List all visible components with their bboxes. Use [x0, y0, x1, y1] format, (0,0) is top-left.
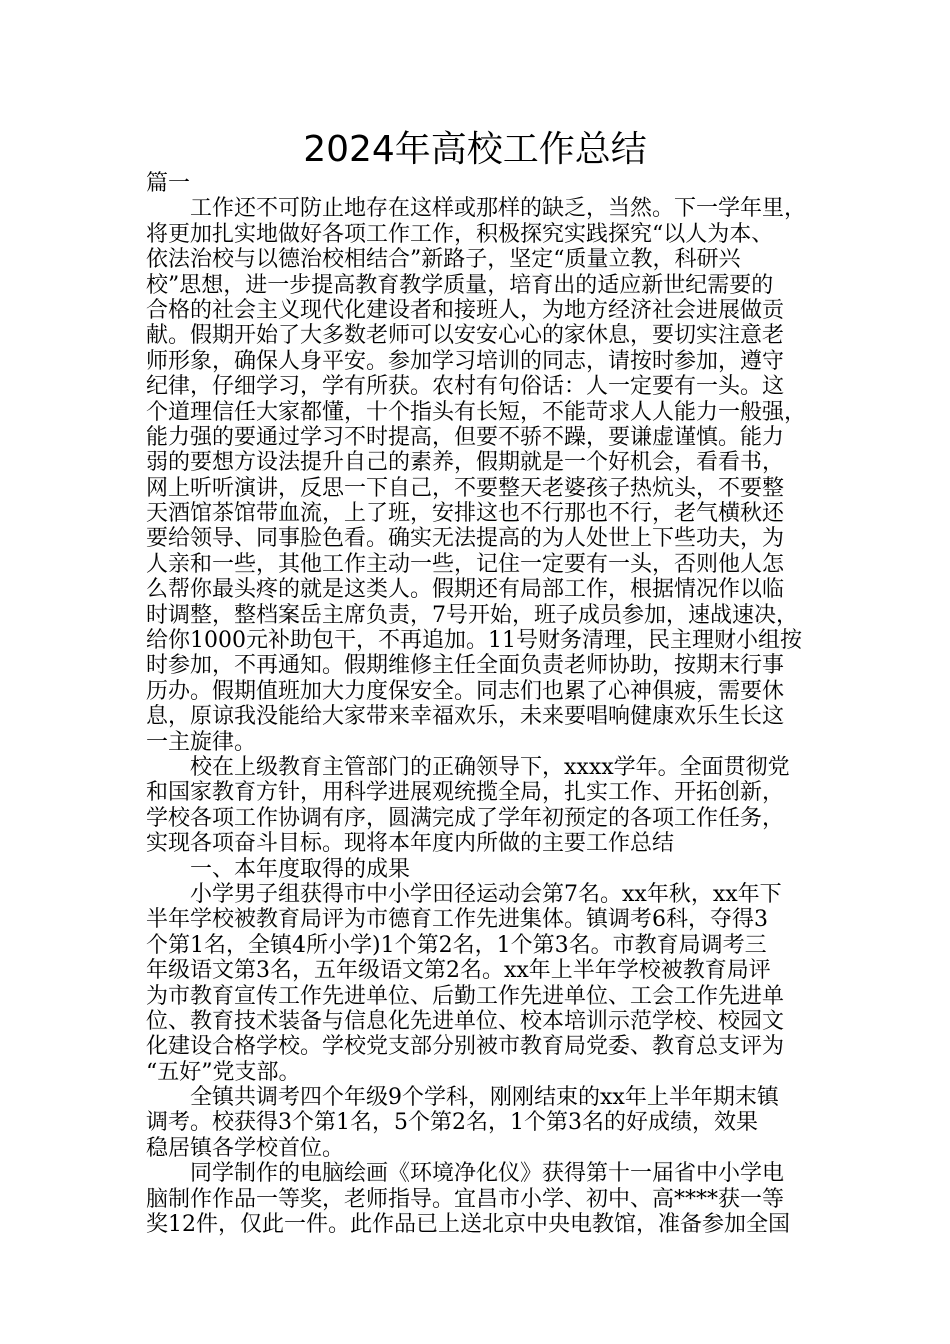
text-line: 个道理信任大家都懂，十个指头有长短，不能苛求人人能力一般强，	[146, 399, 807, 425]
text-line: 篇一	[146, 171, 191, 196]
text-line: 校在上级教育主管部门的正确领导下，xxxx学年。全面贯彻党	[146, 754, 790, 780]
text-line: 给你1000元补助包干，不再追加。11号财务清理，民主理财小组按	[146, 628, 802, 654]
text-line: 时调整，整档案岳主席负责，7号开始，班子成员参加，速战速决，	[146, 602, 798, 628]
text-line: 化建设合格学校。学校党支部分别被市教育局党委、教育总支评为	[146, 1034, 785, 1060]
text-line: 天酒馆茶馆带血流，上了班，安排这也不行那也不行，老气横秋还	[146, 501, 785, 527]
text-line: 为市教育宣传工作先进单位、后勤工作先进单位、工会工作先进单	[146, 983, 785, 1009]
text-line: 网上听听演讲，反思一下自己，不要整天老婆孩子热炕头，不要整	[146, 475, 785, 501]
text-line: 位、教育技术装备与信息化先进单位、校本培训示范学校、校园文	[146, 1008, 785, 1034]
text-line: 同学制作的电脑绘画《环境净化仪》获得第十一届省中小学电	[146, 1161, 785, 1187]
text-line: 实现各项奋斗目标。现将本年度内所做的主要工作总结	[146, 831, 675, 857]
text-line: “五好”党支部。	[146, 1059, 301, 1085]
text-line: 将更加扎实地做好各项工作工作，积极探究实践探究“以人为本、	[146, 221, 774, 247]
text-line: 校”思想，进一步提高教育教学质量，培育出的适应新世纪需要的	[146, 272, 774, 298]
text-line: 人亲和一些，其他工作主动一些，记住一定要有一头，否则他人怎	[146, 551, 785, 577]
text-line: 息，原谅我没能给大家带来幸福欢乐，未来要唱响健康欢乐生长这	[146, 704, 785, 730]
text-line: 调考。校获得3个第1名，5个第2名，1个第3名的好成绩，效果	[146, 1110, 758, 1136]
document-title: 2024年高校工作总结	[303, 129, 647, 170]
text-line: 脑制作作品一等奖，老师指导。宜昌市小学、初中、高****获一等	[146, 1186, 785, 1212]
text-line: 小学男子组获得市中小学田径运动会第7名。xx年秋，xx年下	[146, 881, 782, 907]
text-line: 时参加，不再通知。假期维修主任全面负责老师协助，按期末行事	[146, 653, 785, 679]
text-line: 献。假期开始了大多数老师可以安安心心的家休息，要切实注意老	[146, 323, 785, 349]
text-line: 依法治校与以德治校相结合”新路子，坚定“质量立教，科研兴	[146, 247, 741, 273]
text-line: 奖12件，仅此一件。此作品已上送北京中央电教馆，准备参加全国	[146, 1212, 790, 1238]
text-line: 个第1名，全镇4所小学)1个第2名，1个第3名。市教育局调考三	[146, 932, 767, 958]
text-line: 工作还不可防止地存在这样或那样的缺乏，当然。下一学年里，	[146, 196, 807, 222]
text-line: 年级语文第3名，五年级语文第2名。xx年上半年学校被教育局评	[146, 958, 771, 984]
document-body	[146, 171, 826, 1237]
text-line: 师形象，确保人身平安。参加学习培训的同志，请按时参加，遵守	[146, 348, 785, 374]
text-line: 半年学校被教育局评为市德育工作先进集体。镇调考6科，夺得3	[146, 907, 768, 933]
text-line: 纪律，仔细学习，学有所获。农村有句俗话：人一定要有一头。这	[146, 374, 785, 400]
text-line: 合格的社会主义现代化建设者和接班人，为地方经济社会进展做贡	[146, 297, 785, 323]
text-line: 一、本年度取得的成果	[146, 856, 411, 882]
text-line: 稳居镇各学校首位。	[146, 1135, 345, 1161]
text-line: 一主旋律。	[146, 729, 257, 755]
text-line: 历办。假期值班加大力度保安全。同志们也累了心神俱疲，需要休	[146, 678, 785, 704]
text-line: 要给领导、同事脸色看。确实无法提高的为人处世上下些功夫，为	[146, 526, 785, 552]
text-line: 能力强的要通过学习不时提高，但要不骄不躁，要谦虚谨慎。能力	[146, 424, 785, 450]
text-line: 弱的要想方设法提升自己的素养，假期就是一个好机会，看看书，	[146, 450, 785, 476]
text-line: 全镇共调考四个年级9个学科，刚刚结束的xx年上半年期末镇	[146, 1085, 779, 1111]
text-line: 和国家教育方针，用科学进展观统揽全局，扎实工作、开拓创新，	[146, 780, 785, 806]
text-line: 么帮你最头疼的就是这类人。假期还有局部工作，根据情况作以临	[146, 577, 785, 603]
text-line: 学校各项工作协调有序，圆满完成了学年初预定的各项工作任务，	[146, 805, 785, 831]
